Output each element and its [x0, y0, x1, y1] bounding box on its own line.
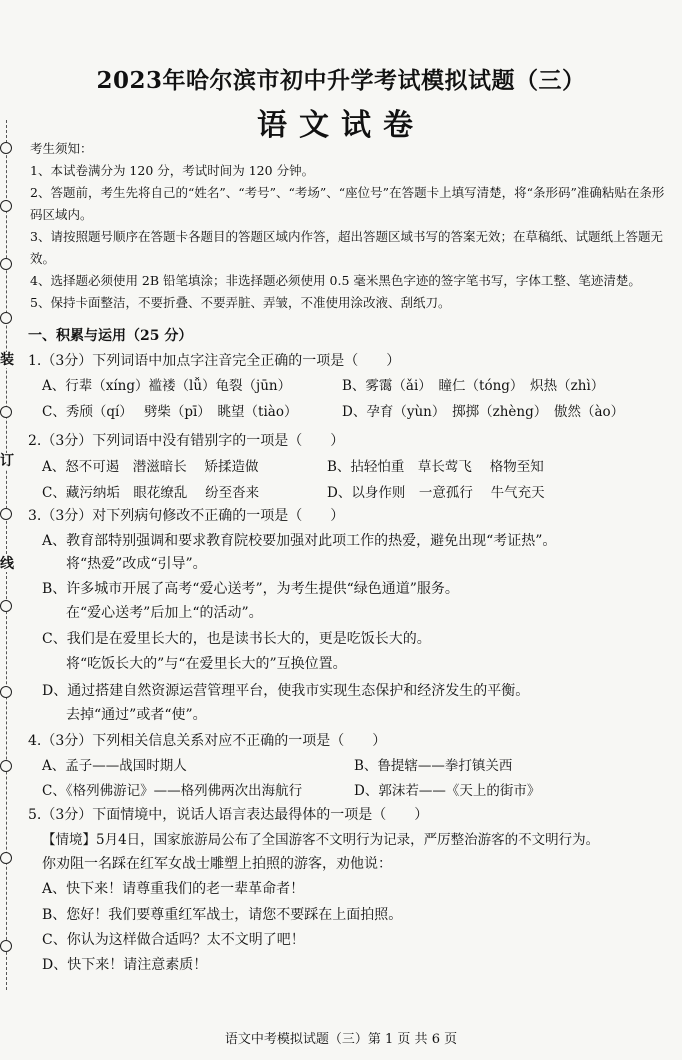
binding-hole: [0, 312, 12, 324]
exam-title: 2023年哈尔滨市初中升学考试模拟试题（三）: [96, 67, 586, 94]
exam-instructions: [30, 138, 670, 314]
option-b: B、您好！我们要尊重红军战士，请您不要踩在上面拍照。: [42, 907, 403, 923]
option-b: B、拈轻怕重 草长莺飞 格物至知: [327, 459, 544, 475]
binding-hole: [0, 258, 12, 270]
instruction-item: 1、本试卷满分为 120 分，考试时间为 120 分钟。: [30, 163, 315, 178]
option-d-fix: 去掉“通过”或者“使”。: [66, 707, 207, 723]
binding-hole: [0, 600, 12, 612]
question-1-options-row: [42, 374, 604, 394]
option-d-sentence: D、通过搭建自然资源运营管理平台，使我市实现生态保护和经济发生的平衡。: [42, 683, 530, 699]
exam-subtitle: 语文试卷: [257, 108, 425, 143]
binding-hole: [0, 852, 12, 864]
option-b: B、鲁提辖——拳打镇关西: [354, 758, 513, 774]
instruction-item: 4、选择题必须使用 2B 铅笔填涂；非选择题必须使用 0.5 毫米黑色字迹的签字笔书写，字体工整、笔迹清楚。: [30, 273, 641, 288]
option-b-fix: 在“爱心送考”后加上“的活动”。: [66, 605, 263, 621]
binding-hole: [0, 200, 12, 212]
question-2-options-row: [42, 455, 544, 475]
question-2-options-row: [42, 481, 545, 501]
question-5-stem: 5.（3分）下面情境中，说话人语言表达最得体的一项是（ ）: [28, 807, 429, 823]
option-d: D、以身作则 一意孤行 牛气充天: [327, 485, 545, 501]
instruction-item: 3、请按照题号顺序在答题卡各题目的答题区域内作答，超出答题区域书写的答案无效；在草稿纸、试题纸上答题无效。: [30, 229, 663, 266]
option-c: C、秀颀（qí） 劈柴（pī） 眺望（tiào）: [42, 404, 298, 420]
option-c: C、《格列佛游记》——格列佛两次出海航行: [42, 783, 303, 799]
question-4-options-row: [42, 779, 540, 799]
option-a: A、快下来！请尊重我们的老一辈革命者！: [42, 881, 305, 897]
option-b: B、雾霭（ǎi） 瞳仁（tóng） 炽热（zhì）: [342, 378, 605, 394]
question-4-stem: 4.（3分）下列相关信息关系对应不正确的一项是（ ）: [28, 733, 387, 749]
binding-hole: [0, 686, 12, 698]
margin-char-ding: 订: [0, 453, 14, 469]
option-c: C、你认为这样做合适吗？太不文明了吧！: [42, 932, 305, 948]
option-a-fix: 将“热爱”改成“引导”。: [66, 556, 207, 572]
option-c-sentence: C、我们是在爱里长大的，也是读书长大的，更是吃饭长大的。: [42, 631, 431, 647]
option-a-sentence: A、教育部特别强调和要求教育院校要加强对此项工作的热爱，避免出现“考证热”。: [42, 533, 557, 549]
binding-hole: [0, 508, 12, 520]
page-footer: 语文中考模拟试题（三）第 1 页 共 6 页: [224, 1032, 458, 1047]
question-1-stem: 1.（3分）下列词语中加点字注音完全正确的一项是（ ）: [28, 353, 401, 369]
instruction-item: 5、保持卡面整洁，不要折叠、不要弄脏、弄皱，不准使用涂改液、刮纸刀。: [30, 295, 451, 310]
binding-hole: [0, 760, 12, 772]
option-c: C、藏污纳垢 眼花缭乱 纷至沓来: [42, 485, 260, 501]
option-b-sentence: B、许多城市开展了高考“爱心送考”，为考生提供“绿色通道”服务。: [42, 581, 459, 597]
binding-hole: [0, 940, 12, 952]
section-heading: 一、积累与运用（25 分）: [28, 328, 193, 344]
question-1-options-row: [42, 400, 624, 420]
question-3-stem: 3.（3分）对下列病句修改不正确的一项是（ ）: [28, 508, 345, 524]
option-d: D、快下来！请注意素质！: [42, 957, 208, 973]
question-4-options-row: [42, 754, 512, 774]
question-5-context: 你劝阻一名踩在红军女战士雕塑上拍照的游客，劝他说：: [42, 856, 392, 872]
question-5-context: 【情境】5月4日，国家旅游局公布了全国游客不文明行为记录，严厉整治游客的不文明行为。: [42, 832, 600, 848]
instructions-heading: 考生须知：: [30, 141, 93, 156]
binding-hole: [0, 406, 12, 418]
margin-char-zhuang: 装: [0, 352, 14, 368]
question-2-stem: 2.（3分）下列词语中没有错别字的一项是（ ）: [28, 433, 345, 449]
instruction-item: 2、答题前，考生先将自己的“姓名”、“考号”、“考场”、“座位号”在答题卡上填写清楚，将“条形码”准确粘贴在条形码区域内。: [30, 185, 665, 222]
margin-char-xian: 线: [0, 556, 14, 572]
option-a: A、孟子——战国时期人: [42, 758, 187, 774]
option-a: A、行辈（xíng）褴褛（lǚ）龟裂（jūn）: [42, 378, 292, 394]
option-a: A、怒不可遏 潜滋暗长 矫揉造做: [42, 459, 259, 475]
option-c-fix: 将“吃饭长大的”与“在爱里长大的”互换位置。: [66, 656, 347, 672]
option-d: D、孕育（yùn） 掷掷（zhèng） 傲然（ào）: [342, 404, 625, 420]
option-d: D、郭沫若——《天上的街市》: [354, 783, 541, 799]
